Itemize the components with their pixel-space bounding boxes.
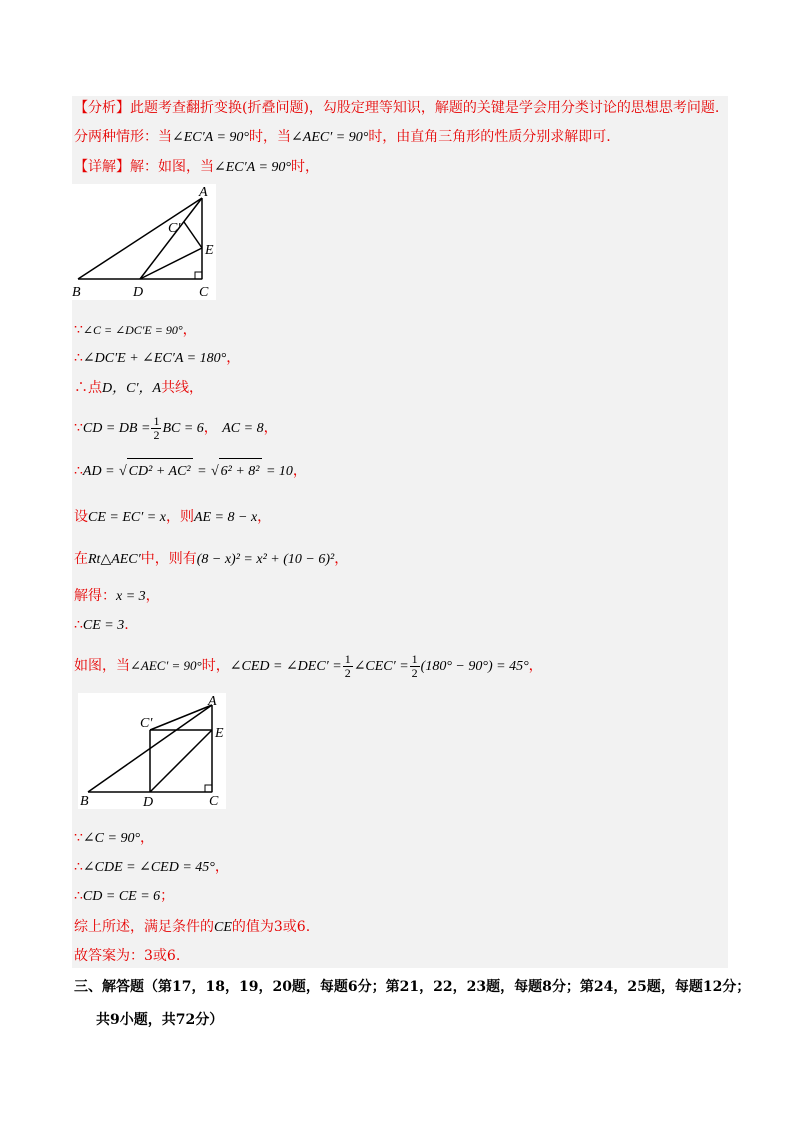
analysis-tag: 【分析】 <box>74 100 130 116</box>
step-case-2-denominator-1: 2 <box>344 665 351 680</box>
step2-3-tail: ； <box>160 888 175 904</box>
step-rt-mid: 中，则有 <box>140 551 197 567</box>
step-case-2-condition: ∠AEC′ = 90° <box>130 658 202 673</box>
step-set-tail: ， <box>257 509 272 525</box>
step-3-math: D，C′，A <box>102 381 162 396</box>
summary-text-a: 综上所述，满足条件的 <box>74 919 214 935</box>
fig2-label-e: E <box>215 726 224 741</box>
fig1-label-e: E <box>205 243 214 258</box>
step-case-2-tail: ， <box>528 658 543 674</box>
step-1-tail: ， <box>182 322 197 338</box>
step-case-2-math-b: ∠CEC′ = <box>353 659 409 674</box>
step-ce-3-tail: . <box>124 617 129 633</box>
step-ad-sqrt-2: √ 6² + 8² <box>211 464 262 479</box>
analysis-text-c: 时，由直角三角形的性质分别求解即可. <box>368 129 611 145</box>
step2-1-symbol: ∵ <box>74 830 83 846</box>
step-set-math-1: CE = EC′ = x <box>88 510 166 525</box>
step-3-tail: 共线， <box>161 380 204 396</box>
step-cd <box>74 410 278 446</box>
step-cd-separator: ， <box>203 420 218 436</box>
step-2-math: ∠DC′E + ∠EC′A = 180° <box>82 351 227 366</box>
detail-line <box>74 157 319 178</box>
step-set-math-2: AE = 8 − x <box>193 510 258 525</box>
step-ad-radicand-1: CD² + AC² <box>127 458 193 485</box>
analysis-condition-2: ∠AEC′ = 90° <box>291 130 369 145</box>
step-case-2-pre: 如图，当 <box>74 658 130 674</box>
fig1-label-d: D <box>133 285 144 300</box>
step-cd-tail: ， <box>263 420 278 436</box>
step-case-2-mid: 时， <box>201 658 230 674</box>
step-rt-math: (8 − x)² = x² + (10 − 6)² <box>196 552 335 567</box>
section-heading: 三、解答题（第17，18，19，20题，每题6分；第21，22，23题，每题8分；第24，25题，每题12分； <box>74 979 751 995</box>
analysis-text-b: 时，当 <box>249 129 292 145</box>
step-case-2-numerator-2: 1 <box>411 651 418 666</box>
detail-tag: 【详解】 <box>74 159 130 175</box>
step-ce-3 <box>74 615 129 636</box>
step-solve <box>74 586 160 607</box>
step-ad-sqrt-1: √ CD² + AC² <box>119 464 193 479</box>
step2-2-math: ∠CDE = ∠CED = 45° <box>82 860 215 875</box>
step-solve-math: x = 3 <box>116 589 146 604</box>
summary-math: CE <box>214 920 232 935</box>
step-3 <box>74 378 203 399</box>
step-ce-3-math: CE = 3 <box>82 618 125 633</box>
step-solve-pre: 解得： <box>74 588 116 604</box>
answer-line: 故答案为：3或6. <box>74 948 181 964</box>
step-set-pre: 设 <box>74 509 88 525</box>
fig1-label-a: A <box>199 185 208 200</box>
step-ad-tail: ， <box>292 463 307 479</box>
step-cd-left: CD = DB = <box>82 421 151 436</box>
step-ad-symbol: ∴ <box>74 463 83 479</box>
step-rt-tail: ， <box>334 551 349 567</box>
fig2-label-d: D <box>143 795 154 809</box>
detail-text-b: 时， <box>291 159 320 175</box>
step2-3-math: CD = CE = 6 <box>82 889 161 904</box>
step2-2-tail: ， <box>214 859 229 875</box>
step-cd-ac: AC = 8 <box>222 421 264 436</box>
fig2-label-a: A <box>208 694 217 709</box>
analysis-condition-1: ∠EC′A = 90° <box>172 130 250 145</box>
step-case-2-fraction-2 <box>410 653 420 680</box>
analysis-text: 此题考查翻折变换(折叠问题)，勾股定理等知识，解题的关键是学会用分类讨论的思想思考问题. <box>130 100 720 116</box>
fig1-label-c-prime: C′ <box>168 221 181 236</box>
step-2-symbol: ∴ <box>74 350 83 366</box>
step-cd-right: BC = 6 <box>162 421 204 436</box>
fig1-label-c: C <box>199 285 209 300</box>
step-case-2-numerator-1: 1 <box>344 651 351 666</box>
step-2-tail: ， <box>226 350 241 366</box>
step-3-symbol: ∴点 <box>74 380 102 396</box>
step-cd-denominator: 2 <box>153 427 160 442</box>
analysis-text-a: 分两种情形：当 <box>74 129 172 145</box>
step-rt-pre: 在 <box>74 551 88 567</box>
figure-2 <box>78 693 226 809</box>
step-1 <box>74 320 197 340</box>
fig2-label-c: C <box>209 794 219 809</box>
step2-1-tail: ， <box>140 830 155 846</box>
step-ad <box>74 458 307 484</box>
step-case-2-fraction-1 <box>343 653 353 680</box>
step-cd-fraction <box>151 415 161 442</box>
step-case-2-denominator-2: 2 <box>411 665 418 680</box>
fig1-label-b: B <box>72 285 81 300</box>
fig2-label-c-prime: C′ <box>140 716 153 731</box>
step2-3 <box>74 886 174 907</box>
step2-2-symbol: ∴ <box>74 859 83 875</box>
step-cd-numerator: 1 <box>153 413 160 428</box>
fig2-label-b: B <box>80 794 89 809</box>
analysis-line-1 <box>74 98 719 118</box>
step-case-2 <box>74 648 543 684</box>
summary-text-b: 的值为3或6. <box>231 919 311 935</box>
step-ad-right: = 10 <box>265 464 293 479</box>
step-solve-tail: ， <box>145 588 160 604</box>
analysis-line-2 <box>74 127 611 148</box>
summary-line <box>74 917 310 938</box>
step-ce-3-symbol: ∴ <box>74 617 83 633</box>
step-ad-radicand-2: 6² + 8² <box>219 458 262 485</box>
step-case-2-math-a: ∠CED = ∠DEC′ = <box>229 659 342 674</box>
step-cd-symbol: ∵ <box>74 420 83 436</box>
step-rt <box>74 546 348 572</box>
step-rt-triangle: Rt△AEC′ <box>88 552 141 567</box>
step-set <box>74 507 271 528</box>
step-1-math: ∠C = ∠DC′E = 90° <box>82 323 183 337</box>
step-2 <box>74 348 240 369</box>
step-set-mid: ，则 <box>165 509 194 525</box>
step-ad-equals: = <box>197 464 207 479</box>
detail-condition: ∠EC′A = 90° <box>214 160 292 175</box>
step2-3-symbol: ∴ <box>74 888 83 904</box>
step2-1 <box>74 828 154 849</box>
step-case-2-math-c: (180° − 90°) = 45° <box>420 659 529 674</box>
detail-text-a: 解：如图，当 <box>130 159 214 175</box>
step2-1-math: ∠C = 90° <box>82 831 141 846</box>
step-ad-left: AD = <box>82 464 115 479</box>
figure-1 <box>72 184 216 300</box>
step-1-symbol: ∵ <box>74 322 83 338</box>
section-heading-cont: 共9小题，共72分） <box>96 1012 224 1028</box>
step2-2 <box>74 857 229 878</box>
